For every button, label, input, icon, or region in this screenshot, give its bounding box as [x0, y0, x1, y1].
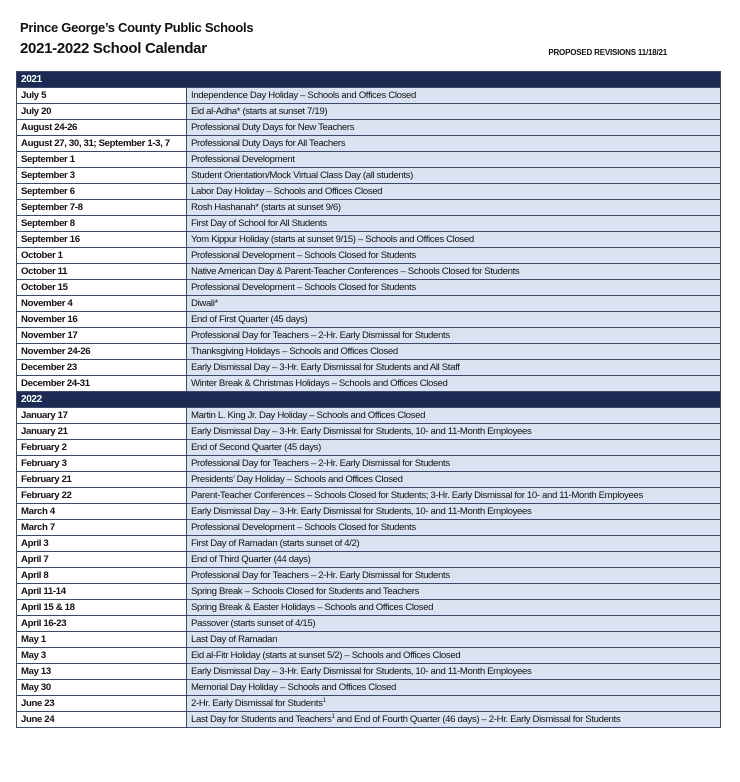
event-text: Professional Duty Days for New Teachers: [191, 122, 355, 133]
event-cell: [187, 280, 721, 296]
date-cell: January 17: [17, 408, 187, 424]
event-text: First Day of School for All Students: [191, 218, 327, 229]
event-text: Labor Day Holiday – Schools and Offices Closed: [191, 186, 383, 197]
table-row: [17, 232, 721, 248]
event-cell: [187, 488, 721, 504]
date-cell: November 17: [17, 328, 187, 344]
event-text: Spring Break – Schools Closed for Students and Teachers: [191, 586, 420, 597]
table-row: [17, 168, 721, 184]
event-text: Independence Day Holiday – Schools and Offices Closed: [191, 90, 416, 101]
footnote-marker: 1: [322, 697, 326, 704]
table-row: [17, 568, 721, 584]
event-text: Last Day of Ramadan: [191, 634, 278, 645]
table-row: [17, 632, 721, 648]
event-text: Professional Development – Schools Closed for Students: [191, 522, 416, 533]
event-text: Student Orientation/Mock Virtual Class Day (all students): [191, 170, 413, 181]
event-text: End of Third Quarter (44 days): [191, 554, 311, 565]
table-row: [17, 200, 721, 216]
event-cell: [187, 360, 721, 376]
table-row: [17, 488, 721, 504]
footnote-marker: 1: [331, 713, 335, 720]
event-text: Spring Break & Easter Holidays – Schools and Offices Closed: [191, 602, 434, 613]
table-row: [17, 104, 721, 120]
year-label: 2022: [17, 392, 721, 408]
event-text: 2-Hr. Early Dismissal for Students: [191, 698, 323, 709]
date-cell: May 30: [17, 680, 187, 696]
calendar-table: [16, 71, 721, 728]
date-cell: May 13: [17, 664, 187, 680]
date-cell: March 4: [17, 504, 187, 520]
event-cell: [187, 120, 721, 136]
table-row: [17, 408, 721, 424]
event-cell: [187, 248, 721, 264]
table-row: [17, 280, 721, 296]
date-cell: October 11: [17, 264, 187, 280]
organization-name: Prince George’s County Public Schools: [20, 20, 254, 35]
table-row: [17, 504, 721, 520]
event-text: Diwali*: [191, 298, 218, 309]
event-text: Professional Development: [191, 154, 295, 165]
event-text: Martin L. King Jr. Day Holiday – Schools and Offices Closed: [191, 410, 426, 421]
revision-note: PROPOSED REVISIONS 11/18/21: [548, 48, 667, 57]
table-row: [17, 152, 721, 168]
event-cell: [187, 168, 721, 184]
date-cell: August 27, 30, 31; September 1-3, 7: [17, 136, 187, 152]
date-cell: October 1: [17, 248, 187, 264]
date-cell: September 16: [17, 232, 187, 248]
date-cell: January 21: [17, 424, 187, 440]
date-cell: September 6: [17, 184, 187, 200]
event-cell: [187, 472, 721, 488]
event-cell: [187, 296, 721, 312]
event-text: Professional Day for Teachers – 2-Hr. Early Dismissal for Students: [191, 330, 450, 341]
table-row: [17, 440, 721, 456]
event-cell: [187, 232, 721, 248]
date-cell: November 24-26: [17, 344, 187, 360]
event-cell: [187, 344, 721, 360]
event-cell: [187, 520, 721, 536]
date-cell: February 3: [17, 456, 187, 472]
event-text: End of First Quarter (45 days): [191, 314, 308, 325]
event-text: Eid al-Adha* (starts at sunset 7/19): [191, 106, 328, 117]
date-cell: May 3: [17, 648, 187, 664]
event-cell: [187, 104, 721, 120]
date-cell: September 3: [17, 168, 187, 184]
event-cell: [187, 264, 721, 280]
event-cell: [187, 712, 721, 728]
event-cell: [187, 616, 721, 632]
event-text: End of Second Quarter (45 days): [191, 442, 321, 453]
table-row: [17, 472, 721, 488]
event-cell: [187, 456, 721, 472]
event-text: Thanksgiving Holidays – Schools and Offices Closed: [191, 346, 398, 357]
date-cell: April 15 & 18: [17, 600, 187, 616]
table-row: [17, 712, 721, 728]
table-row: [17, 328, 721, 344]
event-cell: [187, 664, 721, 680]
table-row: [17, 136, 721, 152]
date-cell: November 4: [17, 296, 187, 312]
table-row: [17, 120, 721, 136]
table-row: [17, 424, 721, 440]
date-cell: April 8: [17, 568, 187, 584]
table-row: [17, 184, 721, 200]
event-text: Parent-Teacher Conferences – Schools Closed for Students; 3-Hr. Early Dismissal for 10- and 11-Month Employees: [191, 490, 643, 501]
event-cell: [187, 552, 721, 568]
table-row: [17, 376, 721, 392]
event-text: Early Dismissal Day – 3-Hr. Early Dismissal for Students and All Staff: [191, 362, 460, 373]
event-text: Memorial Day Holiday – Schools and Offices Closed: [191, 682, 397, 693]
date-cell: December 23: [17, 360, 187, 376]
date-cell: September 8: [17, 216, 187, 232]
event-text: Early Dismissal Day – 3-Hr. Early Dismissal for Students, 10- and 11-Month Employees: [191, 506, 532, 517]
event-cell: [187, 328, 721, 344]
event-cell: [187, 424, 721, 440]
event-text-continued: and End of Fourth Quarter (46 days) – 2-Hr. Early Dismissal for Students: [334, 714, 621, 725]
event-text: Professional Day for Teachers – 2-Hr. Early Dismissal for Students: [191, 458, 450, 469]
date-cell: August 24-26: [17, 120, 187, 136]
event-cell: [187, 536, 721, 552]
table-row: [17, 216, 721, 232]
table-row: [17, 456, 721, 472]
event-cell: [187, 696, 721, 712]
event-text: Presidents’ Day Holiday – Schools and Offices Closed: [191, 474, 403, 485]
date-cell: February 2: [17, 440, 187, 456]
event-cell: [187, 504, 721, 520]
table-row: [17, 648, 721, 664]
date-cell: April 11-14: [17, 584, 187, 600]
event-text: Eid al-Fitr Holiday (starts at sunset 5/2) – Schools and Offices Closed: [191, 650, 461, 661]
event-cell: [187, 216, 721, 232]
table-row: [17, 536, 721, 552]
table-row: [17, 264, 721, 280]
date-cell: April 7: [17, 552, 187, 568]
event-text: Rosh Hashanah* (starts at sunset 9/6): [191, 202, 341, 213]
event-cell: [187, 200, 721, 216]
date-cell: February 22: [17, 488, 187, 504]
event-cell: [187, 88, 721, 104]
event-text: Early Dismissal Day – 3-Hr. Early Dismissal for Students, 10- and 11-Month Employees: [191, 666, 532, 677]
event-cell: [187, 408, 721, 424]
event-cell: [187, 152, 721, 168]
table-row: [17, 616, 721, 632]
event-cell: [187, 184, 721, 200]
event-text: Professional Duty Days for All Teachers: [191, 138, 346, 149]
event-cell: [187, 648, 721, 664]
table-row: [17, 584, 721, 600]
date-cell: December 24-31: [17, 376, 187, 392]
table-row: [17, 248, 721, 264]
event-cell: [187, 312, 721, 328]
date-cell: July 5: [17, 88, 187, 104]
table-row: [17, 296, 721, 312]
year-header-row: [17, 72, 721, 88]
event-text: Yom Kippur Holiday (starts at sunset 9/15) – Schools and Offices Closed: [191, 234, 474, 245]
event-text: Professional Development – Schools Closed for Students: [191, 282, 416, 293]
date-cell: October 15: [17, 280, 187, 296]
date-cell: September 1: [17, 152, 187, 168]
table-row: [17, 664, 721, 680]
event-text: Last Day for Students and Teachers: [191, 714, 332, 725]
date-cell: April 16-23: [17, 616, 187, 632]
date-cell: April 3: [17, 536, 187, 552]
table-row: [17, 680, 721, 696]
event-text: Winter Break & Christmas Holidays – Schools and Offices Closed: [191, 378, 448, 389]
event-text: Early Dismissal Day – 3-Hr. Early Dismissal for Students, 10- and 11-Month Employees: [191, 426, 532, 437]
event-cell: [187, 600, 721, 616]
date-cell: November 16: [17, 312, 187, 328]
table-row: [17, 360, 721, 376]
event-cell: [187, 136, 721, 152]
date-cell: June 24: [17, 712, 187, 728]
event-cell: [187, 440, 721, 456]
year-label: 2021: [17, 72, 721, 88]
date-cell: September 7-8: [17, 200, 187, 216]
event-text: Passover (starts sunset of 4/15): [191, 618, 316, 629]
year-header-row: [17, 392, 721, 408]
event-cell: [187, 680, 721, 696]
event-cell: [187, 376, 721, 392]
date-cell: May 1: [17, 632, 187, 648]
event-cell: [187, 568, 721, 584]
page-title: 2021-2022 School Calendar: [20, 40, 207, 57]
calendar-body: [17, 72, 721, 728]
event-text: Professional Development – Schools Closed for Students: [191, 250, 416, 261]
date-cell: March 7: [17, 520, 187, 536]
table-row: [17, 344, 721, 360]
table-row: [17, 312, 721, 328]
date-cell: February 21: [17, 472, 187, 488]
table-row: [17, 696, 721, 712]
event-cell: [187, 632, 721, 648]
table-row: [17, 88, 721, 104]
event-text: Professional Day for Teachers – 2-Hr. Early Dismissal for Students: [191, 570, 450, 581]
table-row: [17, 600, 721, 616]
table-row: [17, 552, 721, 568]
event-text: Native American Day & Parent-Teacher Conferences – Schools Closed for Students: [191, 266, 520, 277]
event-cell: [187, 584, 721, 600]
date-cell: July 20: [17, 104, 187, 120]
event-text: First Day of Ramadan (starts sunset of 4/2): [191, 538, 360, 549]
date-cell: June 23: [17, 696, 187, 712]
table-row: [17, 520, 721, 536]
